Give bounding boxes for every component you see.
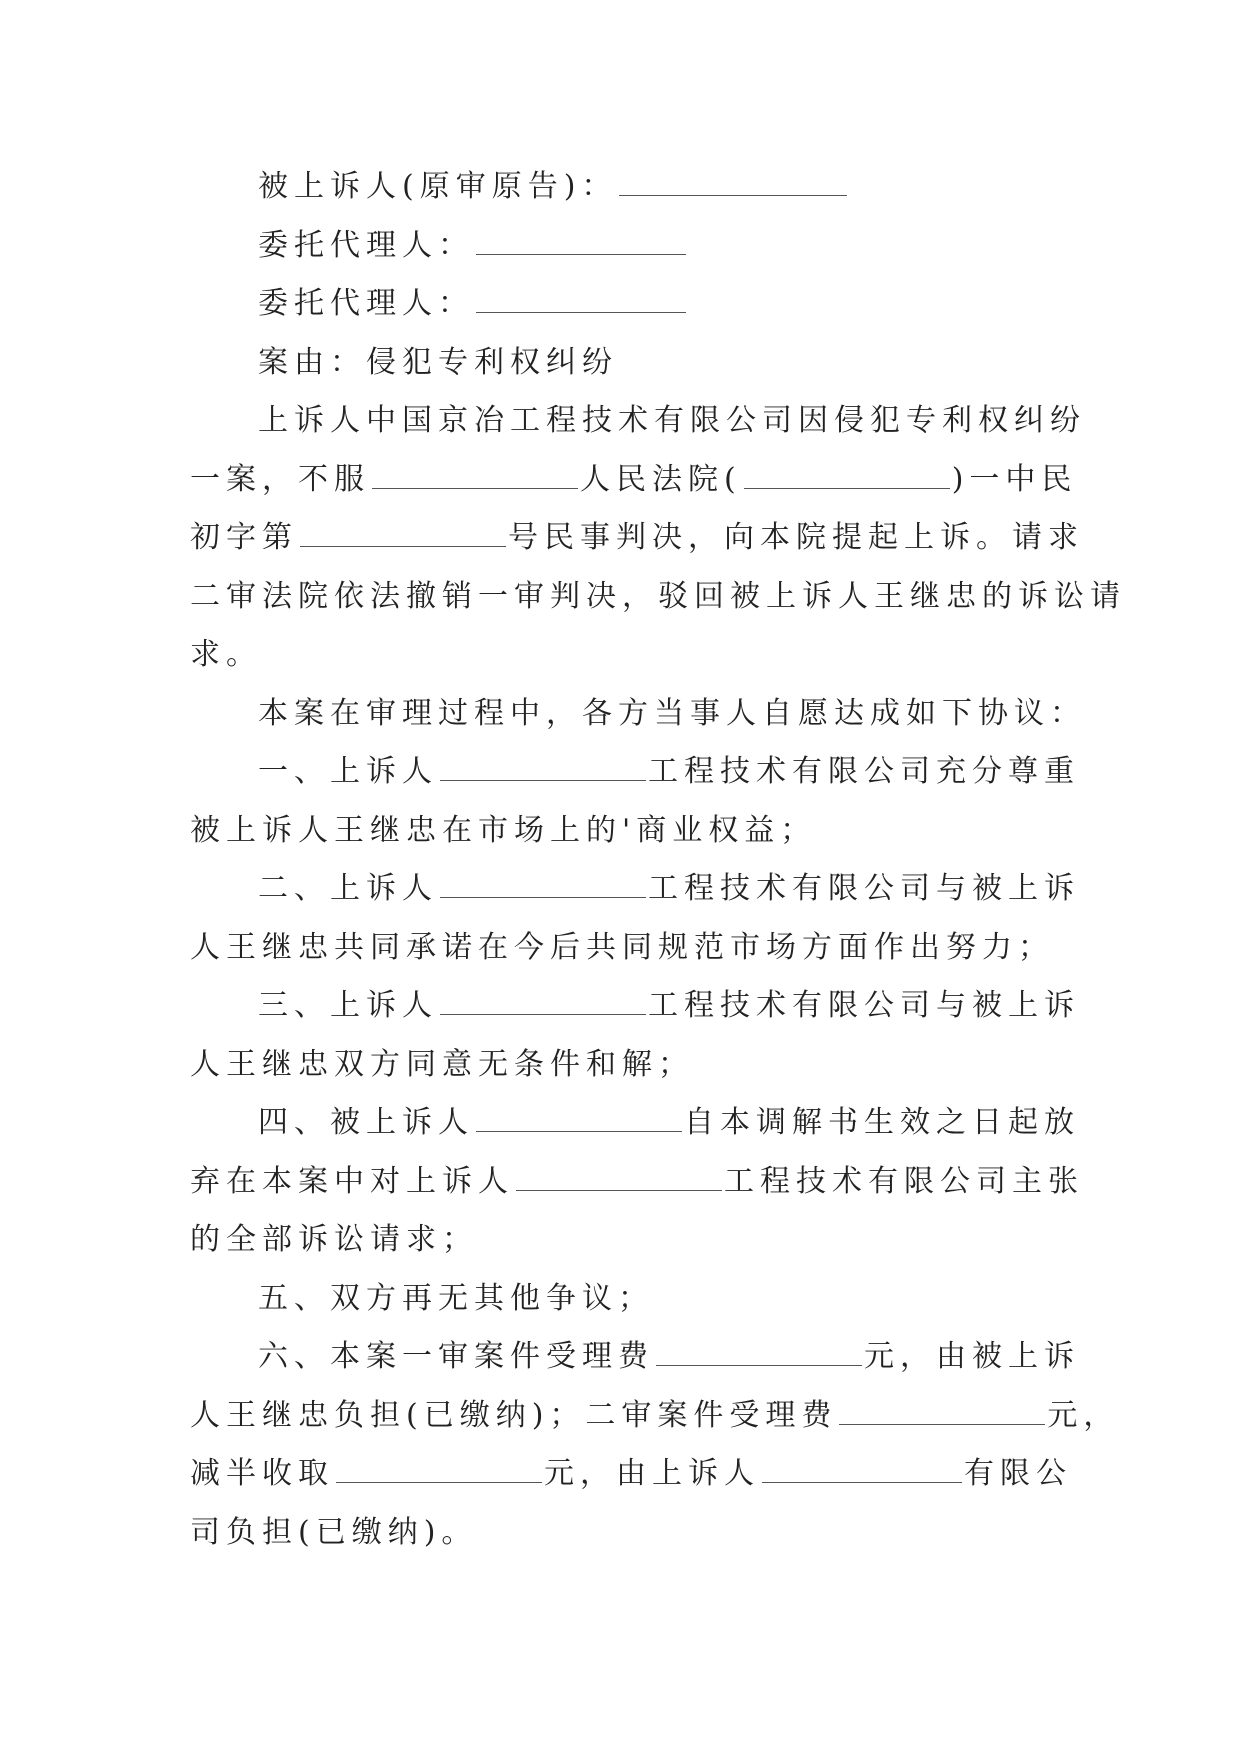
text-line: [190, 1387, 1120, 1446]
line-text: 减半收取: [190, 1456, 334, 1491]
text-line: [190, 334, 1056, 393]
line-text: 元，由上诉人: [544, 1456, 760, 1491]
line-text: 四、被上诉人: [258, 1105, 474, 1140]
line-text: 被上诉人(原审原告)：: [258, 169, 618, 204]
text-line: [190, 1211, 1056, 1270]
line-text: 工程技术有限公司主张: [724, 1163, 1084, 1199]
line-text: 的全部诉讼请求；: [190, 1222, 478, 1257]
line-text: 工程技术有限公司充分尊重: [648, 754, 1080, 789]
text-line: [190, 392, 1086, 451]
fill-in-blank: [476, 232, 686, 255]
line-text: 委托代理人：: [258, 286, 474, 321]
document-body: [190, 158, 1126, 1562]
text-line: [190, 1504, 1056, 1563]
text-line: [190, 509, 1084, 568]
line-text: 元，: [1047, 1397, 1120, 1433]
text-line: [190, 275, 1056, 334]
line-text: 人王继忠负担(已缴纳)；二审案件受理费: [190, 1397, 838, 1433]
line-text: 二审法院依法撤销一审判决，驳回被上诉人王继忠的诉讼请: [190, 578, 1126, 614]
fill-in-blank: [744, 466, 950, 489]
text-line: [190, 568, 1126, 627]
text-line: [190, 1445, 1072, 1504]
text-line: [190, 1328, 1080, 1387]
text-line: [190, 1036, 1056, 1095]
line-text: )一中民: [951, 461, 1078, 497]
text-line: [190, 451, 1078, 510]
line-text: 被上诉人王继忠在市场上的'商业权益；: [190, 812, 817, 848]
fill-in-blank: [476, 290, 686, 313]
line-text: 上诉人中国京冶工程技术有限公司因侵犯专利权纠纷: [258, 403, 1086, 438]
fill-in-blank: [656, 1343, 862, 1366]
line-text: 号民事判决，向本院提起上诉。请求: [508, 520, 1084, 555]
line-text: 三、上诉人: [258, 988, 438, 1023]
line-text: 案由：侵犯专利权纠纷: [258, 344, 618, 380]
line-text: 委托代理人：: [258, 227, 474, 263]
text-line: [190, 860, 1080, 919]
fill-in-blank: [300, 524, 506, 547]
text-line: [190, 217, 1056, 276]
fill-in-blank: [440, 758, 646, 781]
line-text: 人王继忠共同承诺在今后共同规范市场方面作出努力；: [190, 929, 1054, 965]
line-text: 人民法院(: [580, 461, 742, 497]
line-text: 工程技术有限公司与被上诉: [648, 871, 1080, 906]
fill-in-blank: [372, 466, 578, 489]
text-line: [190, 919, 1056, 978]
fill-in-blank: [839, 1402, 1045, 1425]
fill-in-blank: [476, 1109, 682, 1132]
fill-in-blank: [619, 173, 847, 196]
line-text: 六、本案一审案件受理费: [258, 1339, 654, 1374]
text-line: [190, 1094, 1080, 1153]
fill-in-blank: [516, 1168, 722, 1191]
text-line: [190, 1153, 1084, 1212]
line-text: 一案，不服: [190, 461, 370, 497]
text-line: [190, 626, 1056, 685]
line-text: 本案在审理过程中，各方当事人自愿达成如下协议：: [258, 695, 1086, 731]
line-text: 二、上诉人: [258, 871, 438, 906]
line-text: 求。: [190, 637, 262, 672]
line-text: 工程技术有限公司与被上诉: [648, 988, 1080, 1023]
text-line: [190, 1270, 1056, 1329]
line-text: 弃在本案中对上诉人: [190, 1163, 514, 1199]
text-line: [190, 802, 1056, 861]
line-text: 自本调解书生效之日起放: [684, 1105, 1080, 1140]
line-text: 一、上诉人: [258, 754, 438, 789]
text-line: [190, 685, 1086, 744]
fill-in-blank: [440, 992, 646, 1015]
text-line: [190, 977, 1080, 1036]
line-text: 司负担(已缴纳)。: [190, 1514, 478, 1550]
fill-in-blank: [440, 875, 646, 898]
line-text: 初字第: [190, 520, 298, 555]
text-line: [190, 158, 1056, 217]
line-text: 五、双方再无其他争议；: [258, 1280, 654, 1316]
fill-in-blank: [762, 1460, 962, 1483]
line-text: 人王继忠双方同意无条件和解；: [190, 1046, 694, 1082]
line-text: 元，由被上诉: [864, 1339, 1080, 1374]
text-line: [190, 743, 1080, 802]
fill-in-blank: [336, 1460, 542, 1483]
line-text: 有限公: [964, 1456, 1072, 1491]
